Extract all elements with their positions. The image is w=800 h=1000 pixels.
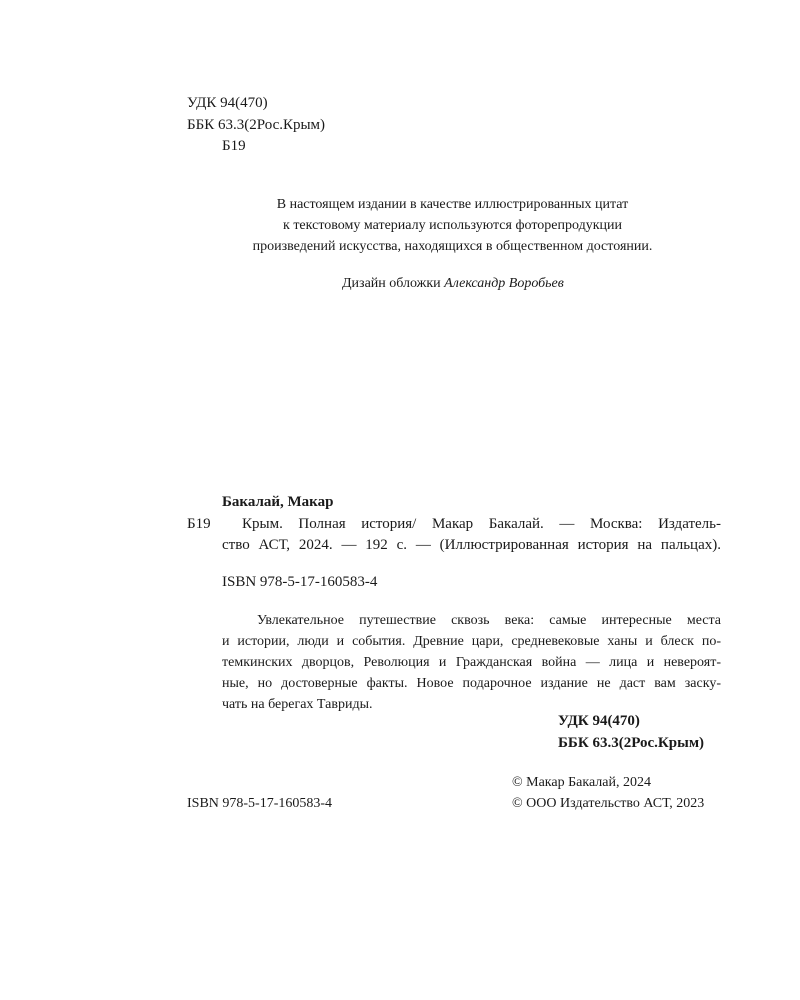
copyright-publisher: © ООО Издательство АСТ, 2023: [512, 796, 705, 811]
record-description-line: ство АСТ, 2024. — 192 с. — (Иллюстрированная история на пальцах).: [222, 537, 721, 553]
record-description-cont: [222, 535, 721, 556]
bbk-code: ББК 63.3(2Рос.Крым): [187, 117, 326, 133]
notice-line-1: В настоящем издании в качестве иллюстрированных цитат: [276, 197, 629, 212]
notice-line-2: к текстовому материалу используются фоторепродукции: [283, 218, 622, 233]
annotation-line: ные, но достоверные факты. Новое подарочное издание не даст вам заску-: [222, 676, 721, 691]
record-author: Бакалай, Макар: [222, 494, 334, 510]
annotation-first: [257, 610, 721, 631]
udk-code: УДК 94(470): [187, 95, 268, 111]
annotation-line: темкинских дворцов, Революция и Гражданская война — лица и невероят-: [222, 655, 721, 670]
notice-line-3: произведений искусства, находящихся в общественном достоянии.: [252, 239, 653, 254]
cover-design-credit: [342, 274, 564, 294]
copyright-author: © Макар Бакалай, 2024: [512, 775, 651, 790]
record-bbk: ББК 63.3(2Рос.Крым): [558, 735, 705, 751]
record-description-line: Крым. Полная история/ Макар Бакалай. — Москва: Издатель-: [242, 516, 721, 532]
annotation-line: и истории, люди и события. Древние цари, средневековые ханы и блеск по-: [222, 634, 721, 649]
record-udk: УДК 94(470): [558, 713, 640, 729]
footer-isbn: ISBN 978-5-17-160583-4: [187, 796, 333, 811]
cover-design-label: Дизайн обложки: [342, 276, 441, 291]
record-sign: Б19: [187, 516, 211, 532]
record-description: [242, 514, 721, 535]
record-isbn: ISBN 978-5-17-160583-4: [222, 574, 378, 590]
annotation: [222, 631, 721, 715]
cover-designer-name: Александр Воробьев: [444, 276, 564, 291]
author-sign: Б19: [222, 138, 246, 154]
annotation-line: чать на берегах Тавриды.: [222, 697, 373, 712]
annotation-line: Увлекательное путешествие сквозь века: самые интересные места: [257, 613, 721, 628]
